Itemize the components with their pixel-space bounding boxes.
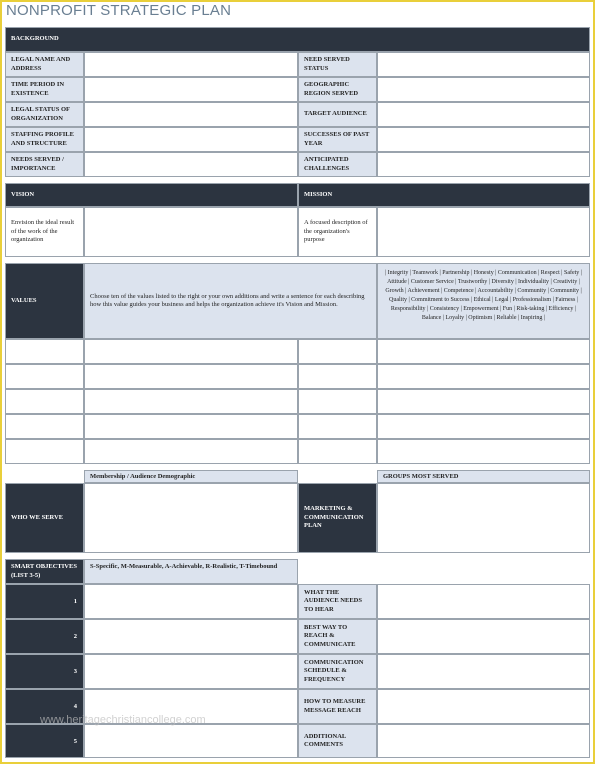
label-measure-reach: HOW TO MEASURE MESSAGE REACH — [298, 689, 377, 724]
field-anticipated-challenges[interactable] — [377, 152, 590, 177]
smart-number-1: 1 — [5, 584, 84, 619]
smart-number-4: 4 — [5, 689, 84, 724]
values-row-3-b[interactable] — [84, 389, 298, 414]
smart-objective-5[interactable] — [84, 724, 298, 758]
values-row-1-b[interactable] — [84, 339, 298, 364]
field-audience-needs[interactable] — [377, 584, 590, 619]
field-additional-comments[interactable] — [377, 724, 590, 758]
values-instructions: Choose ten of the values listed to the right or your own additions and write a sentence for each describing how this value guides your business and helps the organization achieve it's Vision and Mission. — [84, 263, 377, 339]
values-row-4-a[interactable] — [5, 414, 84, 439]
mission-field[interactable] — [377, 207, 590, 257]
field-measure-reach[interactable] — [377, 689, 590, 724]
values-row-5-a[interactable] — [5, 439, 84, 464]
smart-objective-3[interactable] — [84, 654, 298, 689]
values-row-2-a[interactable] — [5, 364, 84, 389]
values-row-2-d[interactable] — [377, 364, 590, 389]
smart-legend: S-Specific, M-Measurable, A-Achievable, R-Realistic, T-Timebound — [84, 559, 298, 584]
label-additional-comments: ADDITIONAL COMMENTS — [298, 724, 377, 758]
smart-objectives-label: SMART OBJECTIVES (LIST 3-5) — [5, 559, 84, 584]
values-row-3-c[interactable] — [298, 389, 377, 414]
smart-objective-2[interactable] — [84, 619, 298, 654]
label-need-served-status: NEED SERVED STATUS — [298, 52, 377, 77]
values-row-1-c[interactable] — [298, 339, 377, 364]
values-row-2-c[interactable] — [298, 364, 377, 389]
label-staffing-profile: STAFFING PROFILE AND STRUCTURE — [5, 127, 84, 152]
field-target-audience[interactable] — [377, 102, 590, 127]
values-row-5-d[interactable] — [377, 439, 590, 464]
background-header: BACKGROUND — [5, 27, 590, 52]
field-successes-past-year[interactable] — [377, 127, 590, 152]
field-best-way-reach[interactable] — [377, 619, 590, 654]
values-row-1-a[interactable] — [5, 339, 84, 364]
values-row-4-d[interactable] — [377, 414, 590, 439]
values-row-1-d[interactable] — [377, 339, 590, 364]
values-row-5-b[interactable] — [84, 439, 298, 464]
marketing-label: MARKETING & COMMUNICATION PLAN — [298, 483, 377, 553]
label-audience-needs: WHAT THE AUDIENCE NEEDS TO HEAR — [298, 584, 377, 619]
field-legal-name[interactable] — [84, 52, 298, 77]
values-row-5-c[interactable] — [298, 439, 377, 464]
label-communication-schedule: COMMUNICATION SCHEDULE & FREQUENCY — [298, 654, 377, 689]
field-time-period[interactable] — [84, 77, 298, 102]
marketing-field[interactable] — [377, 483, 590, 553]
vision-hint: Envision the ideal result of the work of the organization — [5, 207, 84, 257]
label-time-period: TIME PERIOD IN EXISTENCE — [5, 77, 84, 102]
values-row-3-d[interactable] — [377, 389, 590, 414]
label-legal-name: LEGAL NAME AND ADDRESS — [5, 52, 84, 77]
field-communication-schedule[interactable] — [377, 654, 590, 689]
vision-header: VISION — [5, 183, 298, 207]
groups-most-served-header: GROUPS MOST SERVED — [377, 470, 590, 483]
smart-number-2: 2 — [5, 619, 84, 654]
values-row-4-b[interactable] — [84, 414, 298, 439]
who-we-serve-label: WHO WE SERVE — [5, 483, 84, 553]
label-successes-past-year: SUCCESSES OF PAST YEAR — [298, 127, 377, 152]
smart-objective-1[interactable] — [84, 584, 298, 619]
membership-header: Membership / Audience Demographic — [84, 470, 298, 483]
values-row-4-c[interactable] — [298, 414, 377, 439]
label-target-audience: TARGET AUDIENCE — [298, 102, 377, 127]
label-anticipated-challenges: ANTICIPATED CHALLENGES — [298, 152, 377, 177]
field-staffing-profile[interactable] — [84, 127, 298, 152]
field-legal-status[interactable] — [84, 102, 298, 127]
label-legal-status: LEGAL STATUS OF ORGANIZATION — [5, 102, 84, 127]
page-title: NONPROFIT STRATEGIC PLAN — [6, 2, 232, 19]
vision-field[interactable] — [84, 207, 298, 257]
smart-number-3: 3 — [5, 654, 84, 689]
values-label: VALUES — [5, 263, 84, 339]
field-needs-served[interactable] — [84, 152, 298, 177]
values-list: | Integrity | Teamwork | Partnership | Honesty | Communication | Respect | Safety | Attitude | Customer Service | Trustworthy | Diversity | Individuality | Creativity | Growth | Achievement | Competence | Accountability | Community | Community | Quality | Commitment to Success | Ethical | Legal | Professionalism | Fairness | Responsibility | Consistency | Empowerment | Fun | Risk-taking | Efficiency | Balance | Loyalty | Optimism | Reliable | Inspiring | — [377, 263, 590, 339]
label-needs-served: NEEDS SERVED / IMPORTANCE — [5, 152, 84, 177]
values-row-2-b[interactable] — [84, 364, 298, 389]
values-row-3-a[interactable] — [5, 389, 84, 414]
label-best-way-reach: BEST WAY TO REACH & COMMUNICATE — [298, 619, 377, 654]
label-geographic-region: GEOGRAPHIC REGION SERVED — [298, 77, 377, 102]
smart-number-5: 5 — [5, 724, 84, 758]
field-need-served-status[interactable] — [377, 52, 590, 77]
watermark: www.heritagechristiancollege.com — [40, 714, 206, 726]
who-we-serve-field[interactable] — [84, 483, 298, 553]
mission-hint: A focused description of the organization's purpose — [298, 207, 377, 257]
mission-header: MISSION — [298, 183, 590, 207]
field-geographic-region[interactable] — [377, 77, 590, 102]
